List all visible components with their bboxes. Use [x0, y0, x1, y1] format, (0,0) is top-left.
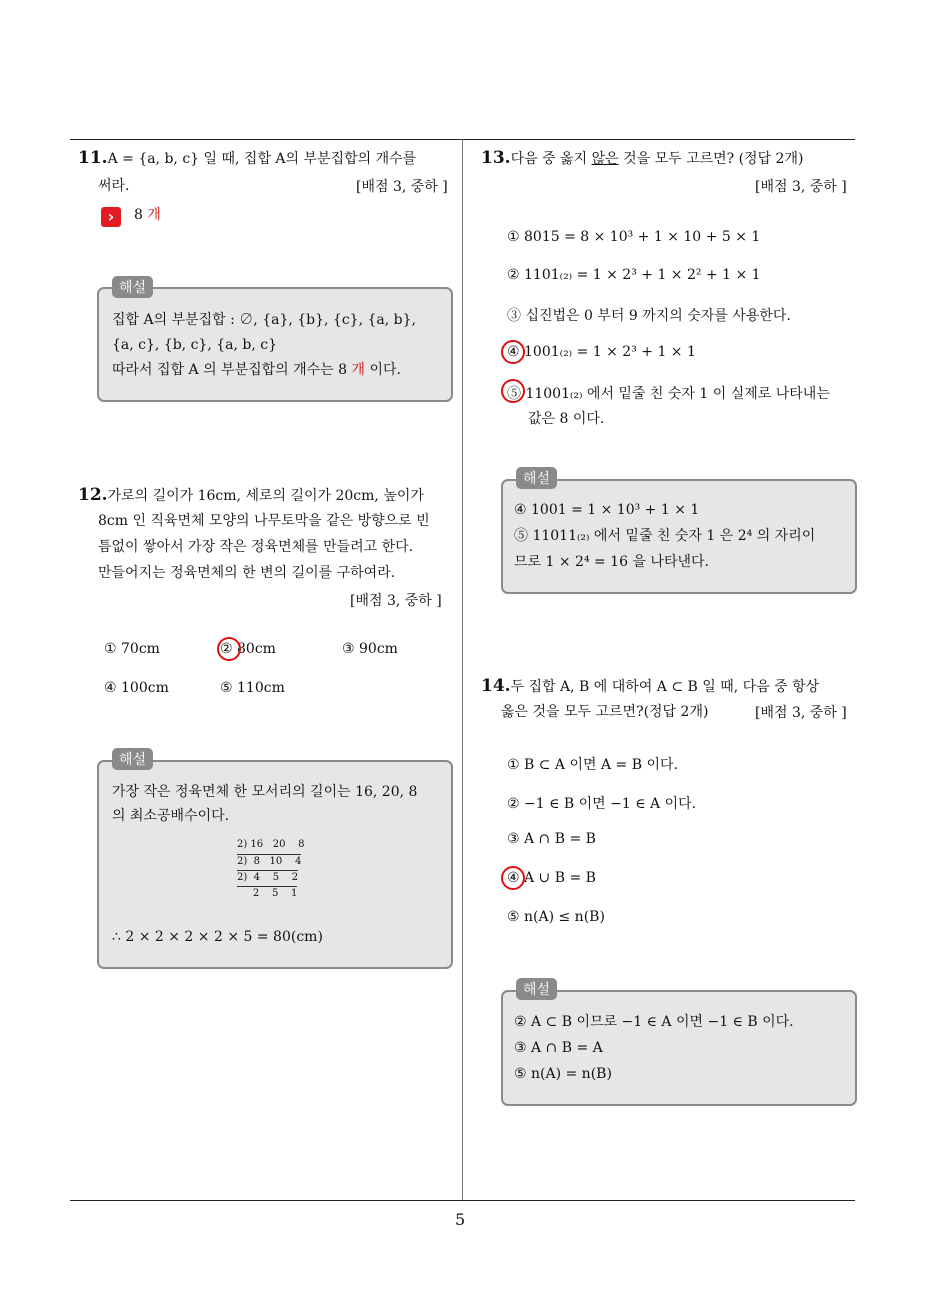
q14-explain-tag: 해설 — [516, 978, 557, 1000]
q13-option-2[interactable]: ② 1101₍₂₎ = 1 × 2³ + 1 × 2² + 1 × 1 — [507, 267, 761, 283]
q14-number: 14. — [481, 676, 511, 696]
q12-text4: 만들어지는 정육면체의 한 변의 길이를 구하여라. — [98, 565, 396, 581]
q14-text2: 옳은 것을 모두 고르면?(정답 2개) — [501, 704, 709, 720]
q12-option-5[interactable]: ⑤ 110cm — [220, 680, 285, 696]
q13-score: [배점 3, 중하 ] — [755, 179, 847, 195]
q11-text1: A = {a, b, c} 일 때, 집합 A의 부분집합의 개수를 — [107, 151, 417, 167]
q12-explain-tag: 해설 — [112, 748, 153, 770]
q11-number: 11. — [78, 148, 108, 168]
q14-option-2[interactable]: ② −1 ∈ B 이면 −1 ∈ A 이다. — [507, 796, 697, 812]
q13-number: 13. — [481, 148, 511, 168]
q13-option-4[interactable]: ④ 1001₍₂₎ = 1 × 2³ + 1 × 1 — [507, 344, 696, 360]
q14-text1: 두 집합 A, B 에 대하여 A ⊂ B 일 때, 다음 중 항상 — [510, 679, 820, 695]
q11-answer-unit: 개 — [147, 207, 161, 223]
q11-explain-tag: 해설 — [112, 276, 153, 298]
q11-exp2: {a, c}, {b, c}, {a, b, c} — [112, 337, 277, 353]
q11-exp3c: 이다. — [369, 362, 401, 378]
q12-division-row2: 2) 8 10 4 — [237, 856, 302, 867]
q12-text2: 8cm 인 직육면체 모양의 나무토막을 같은 방향으로 빈 — [98, 513, 430, 529]
q14-option-3[interactable]: ③ A ∩ B = B — [507, 831, 596, 847]
q11-line1 — [78, 148, 416, 169]
q14-line1 — [481, 676, 819, 697]
q13-text1b: 않은 — [591, 151, 619, 167]
q12-division-row4: 2 5 1 — [237, 888, 298, 899]
q13-exp1: ④ 1001 = 1 × 10³ + 1 × 1 — [514, 502, 700, 518]
q12-answer-mark — [217, 637, 241, 661]
q13-option-1[interactable]: ① 8015 = 8 × 10³ + 1 × 10 + 5 × 1 — [507, 229, 761, 245]
q13-answer-mark-5 — [501, 379, 525, 403]
q11-exp3a: 따라서 집합 A 의 부분집합의 개수는 8 — [112, 362, 348, 378]
q13-option-5[interactable]: ⑤ 11001₍₂₎ 에서 밑줄 친 숫자 1 이 실제로 나타내는 — [507, 386, 830, 402]
q12-option-2[interactable]: ② 80cm — [220, 641, 276, 657]
q12-exp1: 가장 작은 정육면체 한 모서리의 길이는 16, 20, 8 — [112, 784, 418, 800]
q13-option-5-cont: 값은 8 이다. — [528, 411, 605, 427]
q14-option-1[interactable]: ① B ⊂ A 이면 A = B 이다. — [507, 757, 678, 773]
q12-score: [배점 3, 중하 ] — [350, 593, 442, 609]
q12-option-3[interactable]: ③ 90cm — [342, 641, 398, 657]
q13-text1c: 것을 모두 고르면? (정답 2개) — [618, 151, 804, 167]
q14-exp2: ③ A ∩ B = A — [514, 1040, 603, 1056]
q12-exp2: 의 최소공배수이다. — [112, 808, 230, 824]
q12-text1: 가로의 길이가 16cm, 세로의 길이가 20cm, 높이가 — [107, 488, 424, 504]
column-divider — [462, 139, 463, 1201]
q14-option-5[interactable]: ⑤ n(A) ≤ n(B) — [507, 909, 605, 925]
q12-text3: 틈없이 쌓아서 가장 작은 정육면체를 만들려고 한다. — [98, 539, 414, 555]
q11-answer — [134, 205, 161, 225]
q12-number: 12. — [78, 485, 108, 505]
q13-exp3: 므로 1 × 2⁴ = 16 을 나타낸다. — [514, 554, 709, 570]
q11-exp1: 집합 A의 부분집합 : ∅, {a}, {b}, {c}, {a, b}, — [112, 312, 416, 328]
q11-exp3 — [112, 360, 401, 380]
q14-answer-mark — [501, 866, 525, 890]
answer-arrow-icon: › — [101, 207, 121, 227]
q13-exp2: ⑤ 11011₍₂₎ 에서 밑줄 친 숫자 1 은 2⁴ 의 자리이 — [514, 528, 816, 544]
q12-option-1[interactable]: ① 70cm — [104, 641, 160, 657]
q14-exp3: ⑤ n(A) = n(B) — [514, 1066, 612, 1082]
q13-explain-tag: 해설 — [516, 467, 557, 489]
q13-line1 — [481, 148, 803, 169]
q11-score: [배점 3, 중하 ] — [356, 179, 448, 195]
bottom-rule — [70, 1200, 855, 1201]
q14-score: [배점 3, 중하 ] — [755, 705, 847, 721]
q14-option-4[interactable]: ④ A ∪ B = B — [507, 870, 596, 886]
q13-answer-mark-4 — [501, 340, 525, 364]
q12-line1 — [78, 485, 424, 506]
q11-text2: 써라. — [98, 178, 130, 194]
q11-exp3b: 개 — [351, 362, 366, 378]
page-number: 5 — [455, 1210, 466, 1229]
q13-option-3[interactable]: ③ 십진법은 0 부터 9 까지의 숫자를 사용한다. — [507, 308, 791, 324]
q14-exp1: ② A ⊂ B 이므로 −1 ∈ A 이면 −1 ∈ B 이다. — [514, 1014, 794, 1030]
q12-exp3: ∴ 2 × 2 × 2 × 2 × 5 = 80(cm) — [112, 929, 323, 945]
q13-text1a: 다음 중 옳지 — [510, 151, 592, 167]
q11-answer-num: 8 — [134, 207, 143, 223]
q12-option-4[interactable]: ④ 100cm — [104, 680, 169, 696]
q12-division-row1: 2) 16 20 8 — [237, 839, 305, 850]
q12-division-row3: 2) 4 5 2 — [237, 872, 299, 883]
